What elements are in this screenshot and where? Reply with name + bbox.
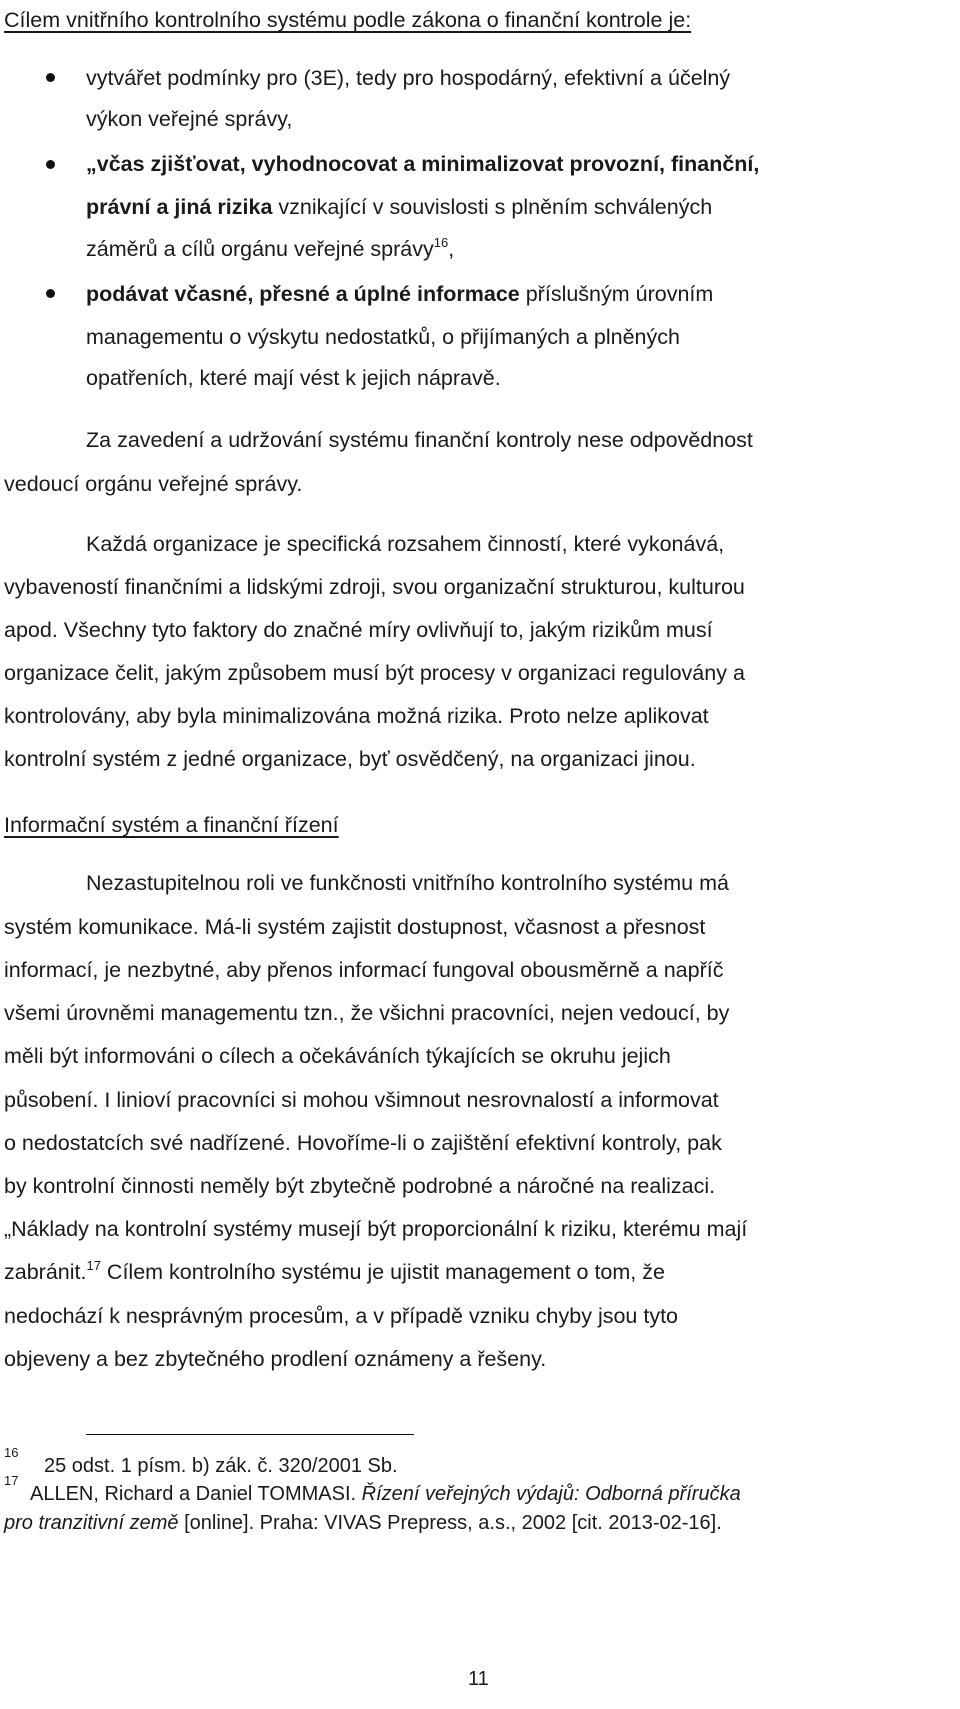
para-3-line-2: systém komunikace. Má-li systém zajistit dostupnost, včasnost a přesnost <box>4 915 706 939</box>
para-3-line-6: působení. I linioví pracovníci si mohou všimnout nesrovnalostí a informovat <box>4 1088 719 1112</box>
footnote-separator <box>86 1434 414 1435</box>
footnote-17-number: 17 <box>4 1473 19 1488</box>
footnote-17-title: Řízení veřejných výdajů: Odborná příručka <box>361 1483 741 1505</box>
para-3-line-8: by kontrolní činnosti neměly být zbytečně podrobné a náročné na realizaci. <box>4 1174 716 1198</box>
bullet-3-bold-text: podávat včasné, přesné a úplné informace <box>86 282 520 306</box>
bullet-2-bold-lead: právní a jiná rizika <box>86 195 273 219</box>
para-2-line-1: Každá organizace je specifická rozsahem činností, které vykonává, <box>86 532 725 556</box>
para-3-line-9: „Náklady na kontrolní systémy musejí být proporcionální k riziku, kterému mají <box>4 1217 748 1241</box>
bullet-dot <box>46 289 55 298</box>
page-number: 11 <box>468 1668 489 1690</box>
bullet-3-line-2: managementu o výskytu nedostatků, o přijímaných a plněných <box>86 325 680 349</box>
footnote-17-publisher: [online]. Praha: VIVAS Prepress, a.s., 2002 [cit. 2013-02-16]. <box>178 1512 722 1534</box>
para-3-line-1: Nezastupitelnou roli ve funkčnosti vnitřního kontrolního systému má <box>86 871 729 895</box>
para-3-line-12: objeveny a bez zbytečného prodlení oznámeny a řešeny. <box>4 1347 547 1371</box>
para-3-line-4: všemi úrovněmi managementu tzn., že všichni pracovníci, nejen vedoucí, by <box>4 1001 730 1025</box>
footnote-17-line-2 <box>4 1510 722 1536</box>
bullet-2-bold-text: včas zjišťovat, vyhodnocovat a minimalizovat provozní, finanční, <box>96 152 760 176</box>
para-3-line-3: informací, je nezbytné, aby přenos informací fungoval obousměrně a napříč <box>4 958 724 982</box>
section-heading: Informační systém a finanční řízení <box>4 813 339 837</box>
para-2-line-6: kontrolní systém z jedné organizace, byť osvědčený, na organizaci jinou. <box>4 747 696 771</box>
bullet-3-line-3: opatřeních, které mají vést k jejich nápravě. <box>86 366 501 390</box>
footnote-17-line-1 <box>30 1481 741 1507</box>
para-1-line-2: vedoucí orgánu veřejné správy. <box>4 472 303 496</box>
opening-quote: „ <box>86 152 97 176</box>
bullet-2-line-3-text: záměrů a cílů orgánu veřejné správy <box>86 237 434 261</box>
para-2-line-2: vybaveností finančními a lidskými zdroji, svou organizační strukturou, kulturou <box>4 575 745 599</box>
para-2-line-3: apod. Všechny tyto faktory do značné míry ovlivňují to, jakým rizikům musí <box>4 618 713 642</box>
para-1-line-1: Za zavedení a udržování systému finanční kontroly nese odpovědnost <box>86 428 753 452</box>
bullet-2-comma: , <box>448 237 455 261</box>
para-3-line-10-start: zabránit. <box>4 1260 87 1284</box>
para-3-line-5: měli být informováni o cílech a očekáváních týkajících se okruhu jejich <box>4 1044 671 1068</box>
bullet-dot <box>46 160 55 169</box>
para-3-line-11: nedochází k nesprávným procesům, a v případě vzniku chyby jsou tyto <box>4 1304 679 1328</box>
bullet-2-line-2 <box>86 193 712 221</box>
bullet-2-line-1 <box>86 150 759 178</box>
para-3-line-7: o nedostatcích své nadřízené. Hovoříme-li o zajištění efektivní kontroly, pak <box>4 1131 722 1155</box>
footnote-17-author: ALLEN, Richard a Daniel TOMMASI. <box>30 1483 362 1505</box>
footnote-ref-17[interactable]: 17 <box>86 1258 101 1273</box>
footnote-17-title-cont: pro tranzitivní země <box>4 1512 179 1534</box>
intro-heading: Cílem vnitřního kontrolního systému podle zákona o finanční kontrole je: <box>4 8 692 32</box>
bullet-2-line-2-rest: vznikající v souvislosti s plněním schválených <box>272 195 713 219</box>
para-3-line-10-rest: Cílem kontrolního systému je ujistit management o tom, že <box>100 1260 665 1284</box>
para-3-line-10 <box>4 1258 665 1286</box>
bullet-3-line-1 <box>86 280 713 308</box>
bullet-1-line-2: výkon veřejné správy, <box>86 107 293 131</box>
footnote-ref-16[interactable]: 16 <box>433 235 449 250</box>
bullet-dot <box>46 73 55 82</box>
para-2-line-4: organizace čelit, jakým způsobem musí být procesy v organizaci regulovány a <box>4 661 745 685</box>
bullet-2-line-3 <box>86 235 454 263</box>
para-2-line-5: kontrolovány, aby byla minimalizována možná rizika. Proto nelze aplikovat <box>4 704 709 728</box>
bullet-3-line-1-rest: příslušným úrovním <box>519 282 714 306</box>
footnote-16-text: 25 odst. 1 písm. b) zák. č. 320/2001 Sb. <box>44 1455 398 1477</box>
footnote-16-number: 16 <box>4 1445 19 1460</box>
bullet-1-line-1: vytvářet podmínky pro (3E), tedy pro hospodárný, efektivní a účelný <box>86 66 731 90</box>
